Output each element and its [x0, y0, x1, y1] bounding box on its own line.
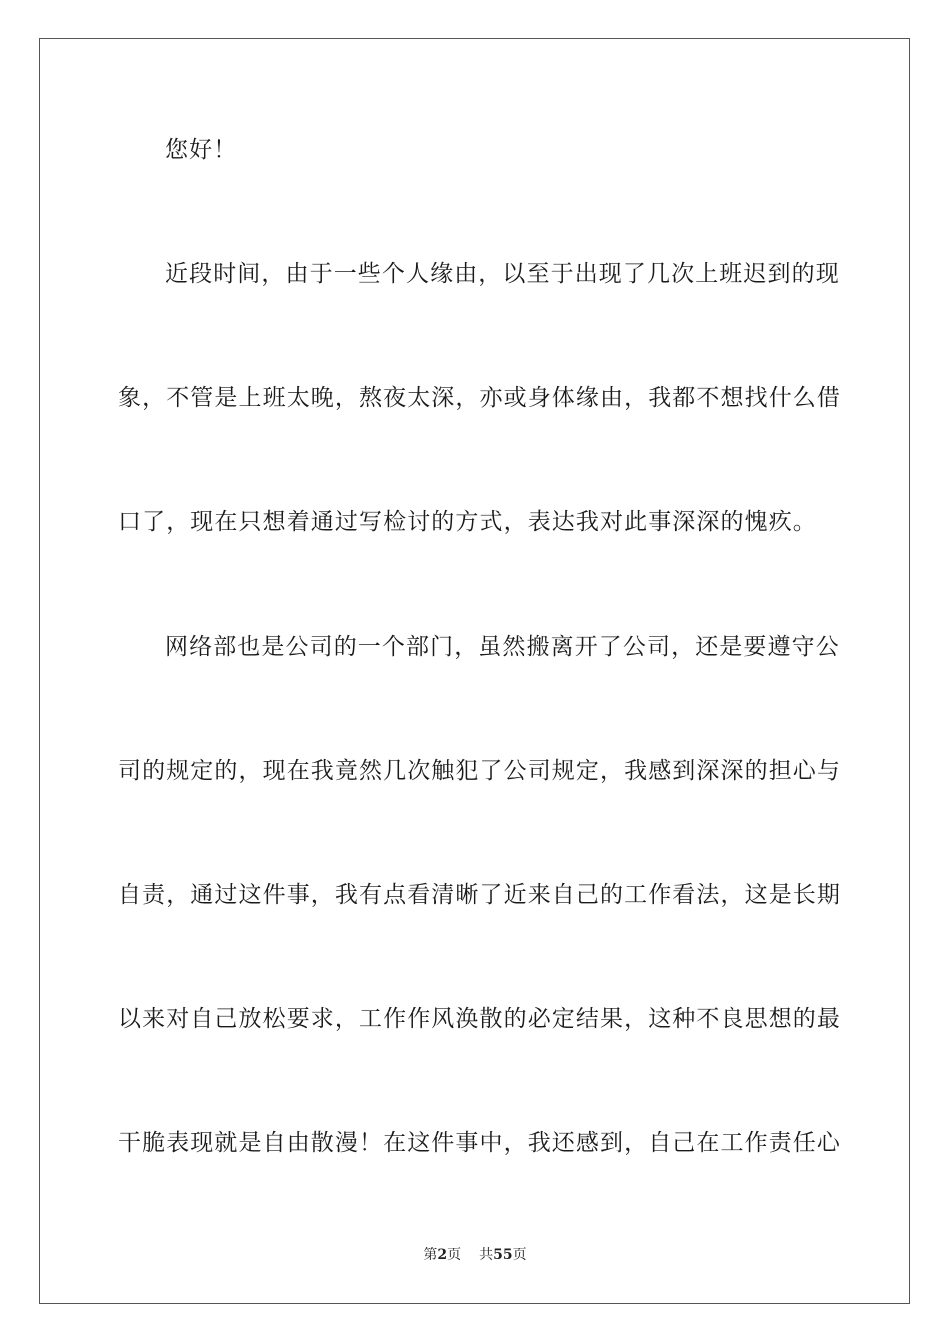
paragraph-line: 网络部也是公司的一个部门，虽然搬离开了公司，还是要遵守公 [165, 634, 840, 660]
page-footer [0, 1245, 950, 1265]
greeting-line: 您好！ [165, 137, 238, 163]
paragraph-line: 口了，现在只想着通过写检讨的方式，表达我对此事深深的愧疚。 [118, 509, 817, 535]
total-pages-prefix: 共 [479, 1247, 494, 1263]
page-number-suffix: 页 [447, 1247, 462, 1263]
paragraph-line: 干脆表现就是自由散漫！在这件事中，我还感到，自己在工作责任心 [118, 1130, 841, 1156]
total-pages-suffix: 页 [512, 1247, 527, 1263]
paragraph-line: 司的规定的，现在我竟然几次触犯了公司规定，我感到深深的担心与 [118, 758, 841, 784]
page-number: 2 [437, 1247, 448, 1263]
paragraph-line: 以来对自己放松要求，工作作风涣散的必定结果，这种不良思想的最 [118, 1006, 841, 1032]
page-border [39, 38, 910, 1304]
total-pages: 55 [493, 1247, 513, 1263]
page-number-prefix: 第 [423, 1247, 438, 1263]
paragraph-line: 自责，通过这件事，我有点看清晰了近来自己的工作看法，这是长期 [118, 882, 841, 908]
paragraph-line: 象，不管是上班太晚，熬夜太深，亦或身体缘由，我都不想找什么借 [118, 385, 841, 411]
paragraph-line: 近段时间，由于一些个人缘由，以至于出现了几次上班迟到的现 [165, 261, 840, 287]
